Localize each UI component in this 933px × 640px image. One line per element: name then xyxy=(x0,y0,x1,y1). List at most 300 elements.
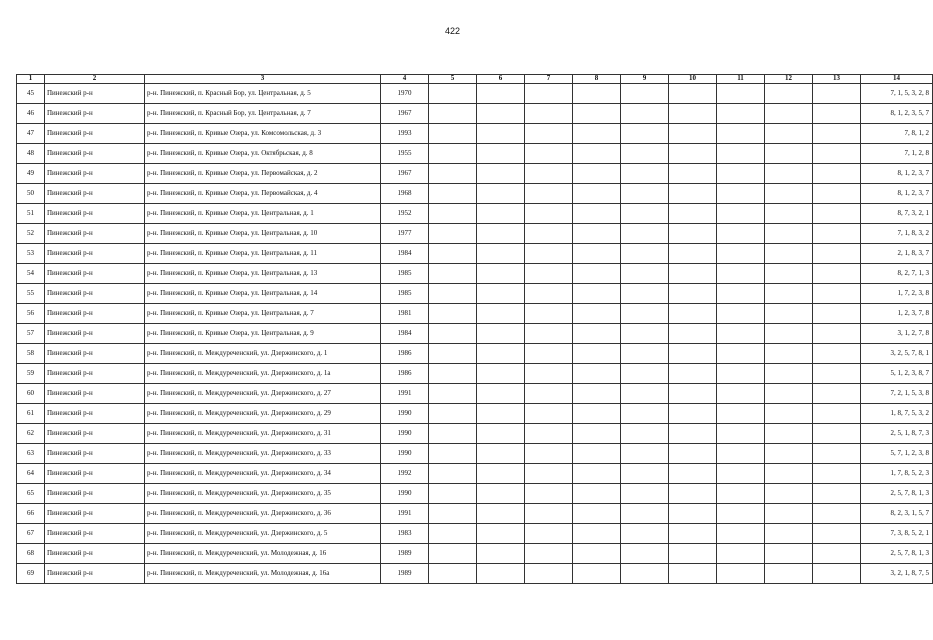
empty-cell xyxy=(813,224,861,244)
column-header: 1 xyxy=(17,75,45,84)
district-cell: Пинежский р-н xyxy=(45,144,145,164)
empty-cell xyxy=(621,504,669,524)
empty-cell xyxy=(765,524,813,544)
empty-cell xyxy=(717,264,765,284)
empty-cell xyxy=(813,124,861,144)
address-cell: р-н. Пинежский, п. Кривые Озера, ул. Центральная, д. 10 xyxy=(145,224,381,244)
empty-cell xyxy=(429,144,477,164)
empty-cell xyxy=(621,444,669,464)
address-cell: р-н. Пинежский, п. Междуреченский, ул. Дзержинского, д. 31 xyxy=(145,424,381,444)
empty-cell xyxy=(525,344,573,364)
empty-cell xyxy=(765,504,813,524)
address-cell: р-н. Пинежский, п. Междуреченский, ул. Молодежная, д. 16а xyxy=(145,564,381,584)
year-cell: 1984 xyxy=(381,244,429,264)
district-cell: Пинежский р-н xyxy=(45,424,145,444)
code-cell: 2, 1, 8, 3, 7 xyxy=(861,244,933,264)
empty-cell xyxy=(765,264,813,284)
empty-cell xyxy=(525,264,573,284)
empty-cell xyxy=(573,124,621,144)
empty-cell xyxy=(429,344,477,364)
empty-cell xyxy=(477,544,525,564)
empty-cell xyxy=(429,104,477,124)
empty-cell xyxy=(525,544,573,564)
district-cell: Пинежский р-н xyxy=(45,104,145,124)
year-cell: 1984 xyxy=(381,324,429,344)
year-cell: 1952 xyxy=(381,204,429,224)
empty-cell xyxy=(765,164,813,184)
empty-cell xyxy=(717,324,765,344)
year-cell: 1991 xyxy=(381,384,429,404)
empty-cell xyxy=(573,224,621,244)
empty-cell xyxy=(717,104,765,124)
district-cell: Пинежский р-н xyxy=(45,344,145,364)
district-cell: Пинежский р-н xyxy=(45,164,145,184)
empty-cell xyxy=(813,364,861,384)
row-number-cell: 69 xyxy=(17,564,45,584)
empty-cell xyxy=(717,144,765,164)
address-cell: р-н. Пинежский, п. Междуреченский, ул. Дзержинского, д. 33 xyxy=(145,444,381,464)
empty-cell xyxy=(669,204,717,224)
empty-cell xyxy=(621,464,669,484)
empty-cell xyxy=(429,364,477,384)
row-number-cell: 46 xyxy=(17,104,45,124)
year-cell: 1985 xyxy=(381,284,429,304)
empty-cell xyxy=(621,164,669,184)
district-cell: Пинежский р-н xyxy=(45,404,145,424)
row-number-cell: 58 xyxy=(17,344,45,364)
year-cell: 1993 xyxy=(381,124,429,144)
empty-cell xyxy=(669,424,717,444)
empty-cell xyxy=(477,564,525,584)
empty-cell xyxy=(525,304,573,324)
address-cell: р-н. Пинежский, п. Междуреченский, ул. Дзержинского, д. 29 xyxy=(145,404,381,424)
year-cell: 1955 xyxy=(381,144,429,164)
empty-cell xyxy=(573,364,621,384)
row-number-cell: 59 xyxy=(17,364,45,384)
table-row xyxy=(17,484,933,504)
empty-cell xyxy=(717,224,765,244)
address-cell: р-н. Пинежский, п. Междуреченский, ул. Дзержинского, д. 35 xyxy=(145,484,381,504)
empty-cell xyxy=(717,284,765,304)
empty-cell xyxy=(477,184,525,204)
empty-cell xyxy=(477,384,525,404)
empty-cell xyxy=(717,84,765,104)
code-cell: 3, 2, 1, 8, 7, 5 xyxy=(861,564,933,584)
empty-cell xyxy=(717,444,765,464)
year-cell: 1985 xyxy=(381,264,429,284)
year-cell: 1990 xyxy=(381,484,429,504)
empty-cell xyxy=(669,444,717,464)
table-row xyxy=(17,304,933,324)
empty-cell xyxy=(717,424,765,444)
row-number-cell: 47 xyxy=(17,124,45,144)
empty-cell xyxy=(669,464,717,484)
empty-cell xyxy=(717,304,765,324)
empty-cell xyxy=(477,84,525,104)
empty-cell xyxy=(525,564,573,584)
code-cell: 7, 2, 1, 5, 3, 8 xyxy=(861,384,933,404)
housing-table xyxy=(16,74,933,584)
table-row xyxy=(17,384,933,404)
empty-cell xyxy=(573,544,621,564)
empty-cell xyxy=(669,384,717,404)
empty-cell xyxy=(765,344,813,364)
empty-cell xyxy=(621,544,669,564)
empty-cell xyxy=(765,104,813,124)
code-cell: 3, 1, 2, 7, 8 xyxy=(861,324,933,344)
empty-cell xyxy=(477,444,525,464)
code-cell: 1, 7, 8, 5, 2, 3 xyxy=(861,464,933,484)
empty-cell xyxy=(813,464,861,484)
empty-cell xyxy=(573,184,621,204)
empty-cell xyxy=(573,404,621,424)
row-number-cell: 60 xyxy=(17,384,45,404)
row-number-cell: 63 xyxy=(17,444,45,464)
empty-cell xyxy=(717,504,765,524)
table-row xyxy=(17,84,933,104)
empty-cell xyxy=(477,344,525,364)
empty-cell xyxy=(525,364,573,384)
empty-cell xyxy=(621,484,669,504)
empty-cell xyxy=(573,84,621,104)
year-cell: 1967 xyxy=(381,164,429,184)
empty-cell xyxy=(477,484,525,504)
empty-cell xyxy=(813,204,861,224)
empty-cell xyxy=(669,84,717,104)
empty-cell xyxy=(429,564,477,584)
empty-cell xyxy=(429,304,477,324)
empty-cell xyxy=(669,264,717,284)
empty-cell xyxy=(429,484,477,504)
address-cell: р-н. Пинежский, п. Кривые Озера, ул. Центральная, д. 14 xyxy=(145,284,381,304)
row-number-cell: 56 xyxy=(17,304,45,324)
empty-cell xyxy=(429,544,477,564)
address-cell: р-н. Пинежский, п. Междуреченский, ул. Дзержинского, д. 1а xyxy=(145,364,381,384)
address-cell: р-н. Пинежский, п. Кривые Озера, ул. Центральная, д. 9 xyxy=(145,324,381,344)
empty-cell xyxy=(525,104,573,124)
empty-cell xyxy=(765,284,813,304)
empty-cell xyxy=(669,184,717,204)
empty-cell xyxy=(477,144,525,164)
table-header-row xyxy=(17,75,933,84)
empty-cell xyxy=(813,504,861,524)
empty-cell xyxy=(717,344,765,364)
code-cell: 7, 3, 8, 5, 2, 1 xyxy=(861,524,933,544)
address-cell: р-н. Пинежский, п. Кривые Озера, ул. Первомайская, д. 2 xyxy=(145,164,381,184)
empty-cell xyxy=(813,164,861,184)
empty-cell xyxy=(525,424,573,444)
district-cell: Пинежский р-н xyxy=(45,224,145,244)
code-cell: 8, 2, 7, 1, 3 xyxy=(861,264,933,284)
empty-cell xyxy=(765,304,813,324)
empty-cell xyxy=(573,104,621,124)
empty-cell xyxy=(813,404,861,424)
district-cell: Пинежский р-н xyxy=(45,384,145,404)
empty-cell xyxy=(765,244,813,264)
empty-cell xyxy=(813,184,861,204)
year-cell: 1989 xyxy=(381,564,429,584)
empty-cell xyxy=(717,164,765,184)
empty-cell xyxy=(765,464,813,484)
code-cell: 1, 8, 7, 5, 3, 2 xyxy=(861,404,933,424)
address-cell: р-н. Пинежский, п. Междуреченский, ул. Дзержинского, д. 5 xyxy=(145,524,381,544)
empty-cell xyxy=(573,564,621,584)
code-cell: 2, 5, 7, 8, 1, 3 xyxy=(861,544,933,564)
year-cell: 1991 xyxy=(381,504,429,524)
code-cell: 5, 1, 2, 3, 8, 7 xyxy=(861,364,933,384)
address-cell: р-н. Пинежский, п. Красный Бор, ул. Центральная, д. 7 xyxy=(145,104,381,124)
empty-cell xyxy=(477,124,525,144)
empty-cell xyxy=(429,424,477,444)
empty-cell xyxy=(477,504,525,524)
column-header: 10 xyxy=(669,75,717,84)
empty-cell xyxy=(813,524,861,544)
empty-cell xyxy=(477,404,525,424)
table-row xyxy=(17,544,933,564)
table-row xyxy=(17,444,933,464)
district-cell: Пинежский р-н xyxy=(45,284,145,304)
empty-cell xyxy=(573,304,621,324)
district-cell: Пинежский р-н xyxy=(45,364,145,384)
empty-cell xyxy=(813,344,861,364)
code-cell: 1, 7, 2, 3, 8 xyxy=(861,284,933,304)
year-cell: 1992 xyxy=(381,464,429,484)
column-header: 5 xyxy=(429,75,477,84)
year-cell: 1967 xyxy=(381,104,429,124)
table-row xyxy=(17,324,933,344)
empty-cell xyxy=(525,164,573,184)
empty-cell xyxy=(621,224,669,244)
page-number: 422 xyxy=(444,26,461,36)
empty-cell xyxy=(477,304,525,324)
empty-cell xyxy=(429,444,477,464)
empty-cell xyxy=(717,124,765,144)
empty-cell xyxy=(669,124,717,144)
empty-cell xyxy=(813,444,861,464)
column-header: 4 xyxy=(381,75,429,84)
empty-cell xyxy=(717,464,765,484)
district-cell: Пинежский р-н xyxy=(45,444,145,464)
address-cell: р-н. Пинежский, п. Красный Бор, ул. Центральная, д. 5 xyxy=(145,84,381,104)
row-number-cell: 48 xyxy=(17,144,45,164)
empty-cell xyxy=(573,484,621,504)
empty-cell xyxy=(813,84,861,104)
year-cell: 1983 xyxy=(381,524,429,544)
empty-cell xyxy=(669,364,717,384)
district-cell: Пинежский р-н xyxy=(45,524,145,544)
year-cell: 1977 xyxy=(381,224,429,244)
year-cell: 1970 xyxy=(381,84,429,104)
code-cell: 8, 1, 2, 3, 5, 7 xyxy=(861,104,933,124)
address-cell: р-н. Пинежский, п. Междуреченский, ул. Дзержинского, д. 34 xyxy=(145,464,381,484)
empty-cell xyxy=(717,404,765,424)
empty-cell xyxy=(669,564,717,584)
table-row xyxy=(17,124,933,144)
empty-cell xyxy=(477,164,525,184)
empty-cell xyxy=(765,324,813,344)
address-cell: р-н. Пинежский, п. Кривые Озера, ул. Октябрьская, д. 8 xyxy=(145,144,381,164)
table-row xyxy=(17,184,933,204)
table-row xyxy=(17,204,933,224)
empty-cell xyxy=(573,384,621,404)
column-header: 8 xyxy=(573,75,621,84)
empty-cell xyxy=(717,544,765,564)
empty-cell xyxy=(621,384,669,404)
table-row xyxy=(17,144,933,164)
empty-cell xyxy=(573,144,621,164)
row-number-cell: 52 xyxy=(17,224,45,244)
empty-cell xyxy=(429,384,477,404)
column-header: 11 xyxy=(717,75,765,84)
empty-cell xyxy=(765,204,813,224)
empty-cell xyxy=(429,204,477,224)
code-cell: 3, 2, 5, 7, 8, 1 xyxy=(861,344,933,364)
empty-cell xyxy=(477,264,525,284)
code-cell: 2, 5, 7, 8, 1, 3 xyxy=(861,484,933,504)
empty-cell xyxy=(525,384,573,404)
address-cell: р-н. Пинежский, п. Междуреченский, ул. Дзержинского, д. 1 xyxy=(145,344,381,364)
empty-cell xyxy=(669,504,717,524)
table-body xyxy=(17,84,933,584)
table-row xyxy=(17,424,933,444)
column-header: 14 xyxy=(861,75,933,84)
empty-cell xyxy=(573,444,621,464)
column-header: 9 xyxy=(621,75,669,84)
empty-cell xyxy=(669,244,717,264)
district-cell: Пинежский р-н xyxy=(45,244,145,264)
empty-cell xyxy=(717,484,765,504)
empty-cell xyxy=(525,284,573,304)
empty-cell xyxy=(525,244,573,264)
district-cell: Пинежский р-н xyxy=(45,304,145,324)
empty-cell xyxy=(669,144,717,164)
empty-cell xyxy=(525,444,573,464)
empty-cell xyxy=(429,404,477,424)
empty-cell xyxy=(765,184,813,204)
row-number-cell: 57 xyxy=(17,324,45,344)
table-row xyxy=(17,504,933,524)
district-cell: Пинежский р-н xyxy=(45,544,145,564)
empty-cell xyxy=(669,404,717,424)
code-cell: 1, 2, 3, 7, 8 xyxy=(861,304,933,324)
table-row xyxy=(17,284,933,304)
empty-cell xyxy=(525,524,573,544)
year-cell: 1981 xyxy=(381,304,429,324)
district-cell: Пинежский р-н xyxy=(45,124,145,144)
row-number-cell: 45 xyxy=(17,84,45,104)
table-row xyxy=(17,344,933,364)
row-number-cell: 55 xyxy=(17,284,45,304)
empty-cell xyxy=(765,364,813,384)
empty-cell xyxy=(765,564,813,584)
empty-cell xyxy=(669,284,717,304)
empty-cell xyxy=(621,524,669,544)
table-row xyxy=(17,244,933,264)
empty-cell xyxy=(525,224,573,244)
code-cell: 8, 7, 3, 2, 1 xyxy=(861,204,933,224)
year-cell: 1986 xyxy=(381,364,429,384)
year-cell: 1968 xyxy=(381,184,429,204)
empty-cell xyxy=(525,504,573,524)
empty-cell xyxy=(525,84,573,104)
empty-cell xyxy=(717,564,765,584)
column-header: 13 xyxy=(813,75,861,84)
empty-cell xyxy=(813,284,861,304)
column-header: 3 xyxy=(145,75,381,84)
column-header: 2 xyxy=(45,75,145,84)
empty-cell xyxy=(573,324,621,344)
address-cell: р-н. Пинежский, п. Междуреченский, ул. Молодежная, д. 16 xyxy=(145,544,381,564)
empty-cell xyxy=(621,264,669,284)
district-cell: Пинежский р-н xyxy=(45,184,145,204)
empty-cell xyxy=(621,104,669,124)
empty-cell xyxy=(477,324,525,344)
column-header: 12 xyxy=(765,75,813,84)
empty-cell xyxy=(765,544,813,564)
code-cell: 7, 1, 2, 8 xyxy=(861,144,933,164)
empty-cell xyxy=(765,404,813,424)
empty-cell xyxy=(573,424,621,444)
empty-cell xyxy=(621,564,669,584)
empty-cell xyxy=(621,364,669,384)
row-number-cell: 64 xyxy=(17,464,45,484)
address-cell: р-н. Пинежский, п. Междуреченский, ул. Дзержинского, д. 36 xyxy=(145,504,381,524)
empty-cell xyxy=(429,184,477,204)
empty-cell xyxy=(717,364,765,384)
empty-cell xyxy=(525,324,573,344)
code-cell: 8, 1, 2, 3, 7 xyxy=(861,164,933,184)
empty-cell xyxy=(813,104,861,124)
empty-cell xyxy=(621,204,669,224)
empty-cell xyxy=(429,524,477,544)
empty-cell xyxy=(621,304,669,324)
empty-cell xyxy=(813,564,861,584)
empty-cell xyxy=(573,464,621,484)
empty-cell xyxy=(429,504,477,524)
code-cell: 7, 1, 8, 3, 2 xyxy=(861,224,933,244)
table-row xyxy=(17,564,933,584)
empty-cell xyxy=(765,484,813,504)
empty-cell xyxy=(717,244,765,264)
empty-cell xyxy=(429,124,477,144)
empty-cell xyxy=(477,104,525,124)
code-cell: 5, 7, 1, 2, 3, 8 xyxy=(861,444,933,464)
code-cell: 8, 2, 3, 1, 5, 7 xyxy=(861,504,933,524)
empty-cell xyxy=(429,284,477,304)
empty-cell xyxy=(813,544,861,564)
table-row xyxy=(17,464,933,484)
empty-cell xyxy=(477,424,525,444)
empty-cell xyxy=(765,384,813,404)
empty-cell xyxy=(813,144,861,164)
row-number-cell: 50 xyxy=(17,184,45,204)
empty-cell xyxy=(717,184,765,204)
district-cell: Пинежский р-н xyxy=(45,84,145,104)
empty-cell xyxy=(669,484,717,504)
table-row xyxy=(17,404,933,424)
column-header: 7 xyxy=(525,75,573,84)
empty-cell xyxy=(621,84,669,104)
row-number-cell: 53 xyxy=(17,244,45,264)
row-number-cell: 68 xyxy=(17,544,45,564)
empty-cell xyxy=(669,544,717,564)
empty-cell xyxy=(429,164,477,184)
district-cell: Пинежский р-н xyxy=(45,324,145,344)
empty-cell xyxy=(525,144,573,164)
empty-cell xyxy=(765,84,813,104)
empty-cell xyxy=(573,164,621,184)
empty-cell xyxy=(669,104,717,124)
